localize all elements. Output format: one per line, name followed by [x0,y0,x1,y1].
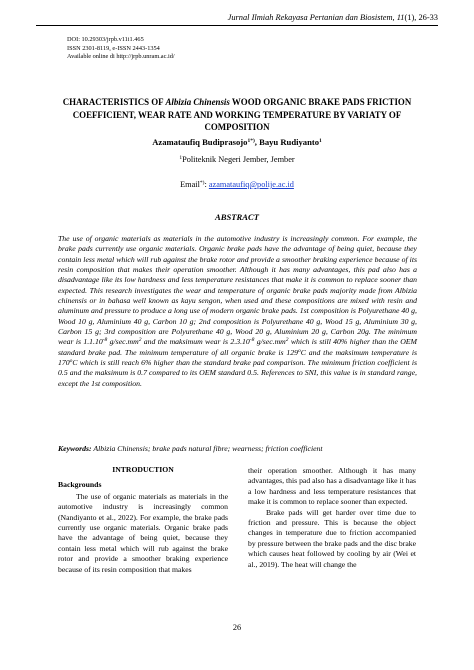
author-list: Azamataufiq Budiprasojo$^{1*)}$, Bayu Rudiyanto$^1$ [152,137,322,147]
header-rule [36,25,438,26]
body-paragraph: The use of organic materials as materials in the automotive industry is increasingly common (Nandiyanto et al., 2022). For example, the brake pads currently use organic materials. Organic brake pads have the advantage of being quiet, because they contain less metal which will rub against the brake rotor and provide a smoother braking experience because of its resin composition that makes [58,491,228,574]
available-online-line: Available online di http://jrpb.unram.ac.id/ [67,53,175,61]
author-name: Azamataufiq Budiprasojo [152,137,248,147]
abstract-heading: ABSTRACT [215,212,259,222]
body-paragraph: their operation smoother. Although it has many advantages, this pad also has a disadvantage like it has a low hardness and less temperature resistances that make it is common to replace sooner than expected. [248,466,416,507]
keywords: Keywords: Albizia Chinensis; brake pads natural fibre; wearness; friction coefficient [58,444,323,453]
section-heading-introduction: INTRODUCTION [112,465,174,474]
email-link[interactable]: azamataufiq@polije.ac.id [208,180,294,189]
left-column [58,465,228,575]
subheading-backgrounds: Backgrounds [58,480,102,490]
affiliation: $^1$Politeknik Negeri Jember, Jember [179,155,295,164]
article-title: CHARACTERISTICS OF Albizia Chinensis WOOD ORGANIC BRAKE PADS FRICTION COEFFICIENT, WEAR RATE AND WORKING TEMPERATURE BY VARIATY OF COMPOSITION [62,97,412,132]
keywords-label: Keywords: [58,444,92,453]
abstract-body: The use of organic materials as materials in the automotive industry is increasingly common. For example, the brake pads currently use organic materials. Organic brake pads have the advantage of being quiet, because they contain less metal which will rub against the brake rotor and provide a smoother braking experience because of its resin composition that makes their operation smoother. Although it has many advantages, this pad also has a disadvantage like its low hardness and less temperature resistances that make it is common to replace sooner than expected. This research investigates the wear and temperature of organic brake pads majority made from Albizia chinensis or in bahasa well known as kayu sengon, when used and these compositions are mixed with resin and aluminum and pressure to produce a long use of modern organic brake pads. 1st composition is Polyurethane 40 g, Wood 10 g, Aluminium 40 g, Carbon 10 g; 2nd composition is Polyurethane 40 g, Wood 15 g, Aluminium 30 g, Carbon 15 g; 3rd composition are Polyurethane 40 g, Wood 20 g, Aluminium 20 g, Carbon 20g. The minimum wear is $1.1.10^{-8}$ $g/\sec.mm^2$ and the maksimum wear is $2.3.10^{-8}$ $g/\sec.mm^2$ which is still 40% higher than the OEM standard brake pad. The minimum temperature of all organic brake is 129$^o$C and the maksimum temperature is 170$^o$C which is still reach 6% higher than the standard brake pad comparison. The minimum friction coefficient is 0.5 and the maksimum is 0.7 compared to its OEM standard 0.5. References to SNI, this value is in standard range, except the 1st composition. [58,234,418,388]
journal-running-header: Jurnal Ilmiah Rekayasa Pertanian dan Biosistem, 11(1), 26-33 [227,13,438,22]
page-number: 26 [232,623,242,632]
issn-line: ISSN 2301-8119, e-ISSN 2443-1354 [67,44,160,52]
body-paragraph: Brake pads will get harder over time due to friction and pressure. This is because the object changes in temperature due to friction accompanied by pressure between the brake pads and the disc brake which causes heat followed by cooling by air (Wei et al., 2019). The heat will change the [248,507,416,569]
author-name: Bayu Rudiyanto [259,137,320,147]
species-name: Albizia Chinensis [165,97,230,107]
article-meta [67,36,175,62]
doi-line: DOI: 10.29303/jrpb.v11i1.465 [67,36,144,43]
corresponding-email: Email*): azamataufiq@polije.ac.id [180,180,294,189]
right-column [248,466,416,570]
